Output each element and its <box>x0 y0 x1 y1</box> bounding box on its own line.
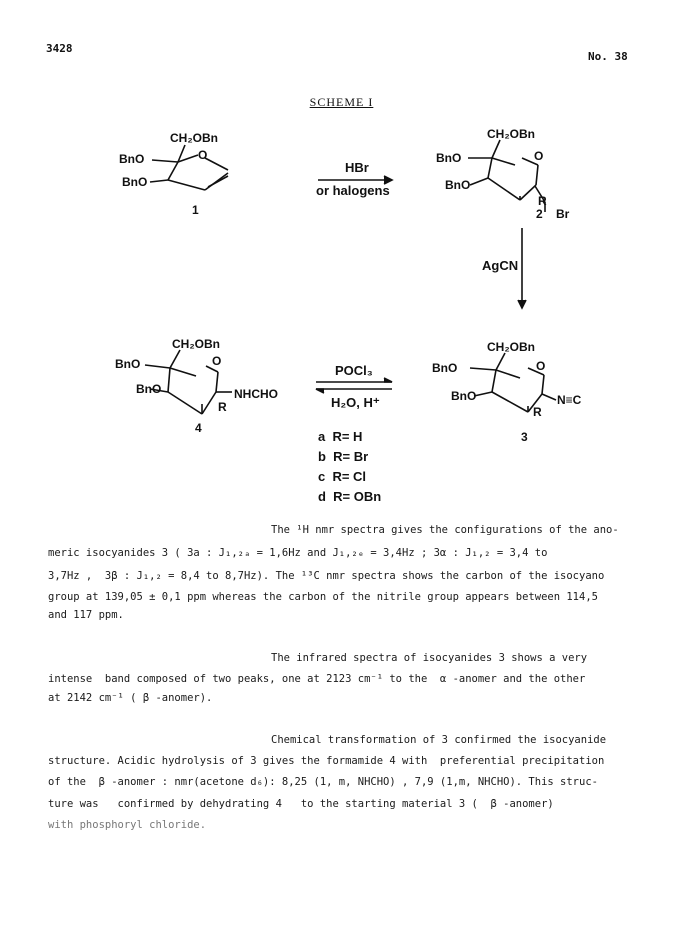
p1-line-3: 3,7Hz , 3β : J₁,₂ = 8,4 to 8,7Hz). The ¹³C nmr spectra shows the carbon of the isocyano <box>48 570 605 582</box>
p1-line-4: group at 139,05 ± 0,1 ppm whereas the carbon of the nitrile group appears between 114,5 <box>48 591 598 603</box>
c3-bno-bottom: BnO <box>451 389 477 403</box>
c4-substituent-r: R <box>218 400 227 414</box>
c2-substituent-r: R <box>538 194 547 208</box>
c4-formamido: NHCHO <box>234 387 278 401</box>
legend-item-a: a R= H <box>318 429 363 444</box>
c2-ch2obn: CH₂OBn <box>487 127 535 141</box>
arrow3-forward-reagent: POCl₃ <box>335 363 373 378</box>
journal-issue: No. 38 <box>588 50 628 63</box>
scheme-title: SCHEME I <box>309 95 374 109</box>
arrow1-condition: or halogens <box>316 183 390 198</box>
p1-line-5: and 117 ppm. <box>48 609 124 621</box>
page-number: 3428 <box>46 42 73 55</box>
p2-line-2: intense band composed of two peaks, one at 2123 cm⁻¹ to the α -anomer and the other <box>48 673 586 685</box>
c3-ring-oxygen: O <box>536 359 546 373</box>
legend-item-d: d R= OBn <box>318 489 382 504</box>
p2-line-3: at 2142 cm⁻¹ ( β -anomer). <box>48 692 213 704</box>
c4-bno-top: BnO <box>115 357 141 371</box>
p3-line-2: structure. Acidic hydrolysis of 3 gives the formamide 4 with preferential precipitation <box>48 755 605 767</box>
legend-item-b: b R= Br <box>318 449 369 464</box>
arrow1-reagent: HBr <box>345 160 369 175</box>
c2-ring-oxygen: O <box>534 149 544 163</box>
c4-ch2obn: CH₂OBn <box>172 337 220 351</box>
compound-2-label: 2 <box>536 207 543 221</box>
c4-ring-oxygen: O <box>212 354 222 368</box>
compound-4-label: 4 <box>195 421 202 435</box>
p1-line-2: meric isocyanides 3 ( 3a : J₁,₂ₐ = 1,6Hz and J₁,₂ₑ = 3,4Hz ; 3α : J₁,₂ = 3,4 to <box>48 547 548 559</box>
c3-substituent-r: R <box>533 405 542 419</box>
p1-line-1: The ¹H nmr spectra gives the configurations of the ano- <box>271 524 619 536</box>
p3-line-3: of the β -anomer : nmr(acetone d₆): 8,25 (1, m, NHCHO) , 7,9 (1,m, NHCHO). This struc- <box>48 776 598 788</box>
c1-bno-bottom: BnO <box>122 175 148 189</box>
c2-bromo: Br <box>556 207 570 221</box>
c3-bno-top: BnO <box>432 361 458 375</box>
substituent-legend <box>318 427 381 507</box>
c1-ring-oxygen: O <box>198 148 208 162</box>
p3-line-5: with phosphoryl chloride. <box>48 819 207 831</box>
compound-3-label: 3 <box>521 430 528 444</box>
c4-bno-bottom: BnO <box>136 382 162 396</box>
arrow3-reverse-reagent: H₂O, H⁺ <box>331 395 380 410</box>
c3-ch2obn: CH₂OBn <box>487 340 535 354</box>
c1-ch2obn: CH₂OBn <box>170 131 218 145</box>
p2-line-1: The infrared spectra of isocyanides 3 shows a very <box>271 652 588 664</box>
p3-line-1: Chemical transformation of 3 confirmed the isocyanide <box>271 734 607 746</box>
c2-bno-bottom: BnO <box>445 178 471 192</box>
arrow2-reagent: AgCN <box>482 258 519 273</box>
compound-1-label: 1 <box>192 203 199 217</box>
c1-bno-top: BnO <box>119 152 145 166</box>
c2-bno-top: BnO <box>436 151 462 165</box>
p3-line-4: ture was confirmed by dehydrating 4 to the starting material 3 ( β -anomer) <box>48 798 554 810</box>
legend-item-c: c R= Cl <box>318 469 367 484</box>
c3-isocyano: N≡C <box>557 393 582 407</box>
